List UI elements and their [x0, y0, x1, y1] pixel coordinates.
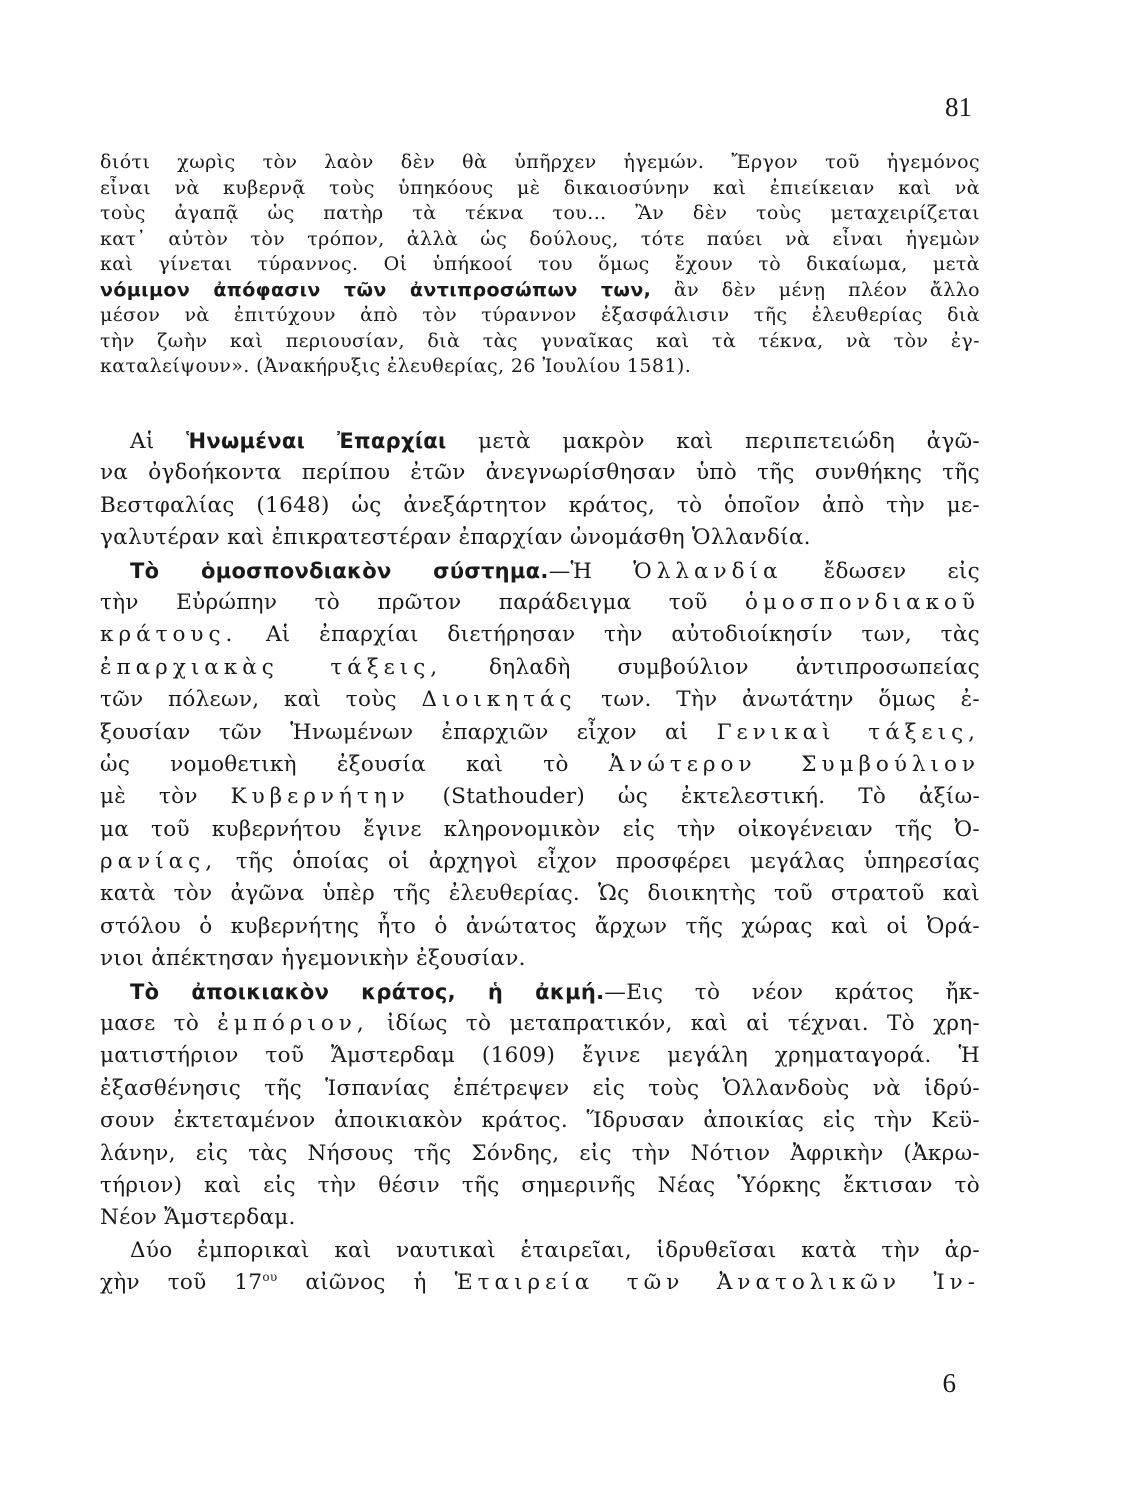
paragraph-line: σουν ἐκτεταμένον ἀποικιακὸν κράτος. Ἵδρυσαν ἀποικίας εἰς τὴν Κεϋ-	[100, 1108, 980, 1134]
quotation-block	[100, 150, 980, 380]
text: μετὰ μακρὸν καὶ περιπετειώδη ἀγῶ-	[446, 429, 980, 454]
quote-line: μέσον νὰ ἐπιτύχουν ἀπὸ τὸν τύραννον ἐξασφάλισιν τῆς ἐλευθερίας διὰ	[100, 304, 980, 326]
paragraph-line	[100, 1008, 980, 1040]
paragraph-line: στόλου ὁ κυβερνήτης ἦτο ὁ ἀνώτατος ἄρχων τῆς χώρας καὶ οἱ Ὀρά-	[100, 913, 980, 939]
paragraph-line	[100, 425, 980, 457]
bold-term: Ἡνωμέναι Ἐπαρχίαι	[186, 429, 447, 453]
paragraph-line: γαλυτέραν καὶ ἐπικρατεστέραν ἐπαρχίαν ὠνομάσθη Ὁλλανδία.	[100, 525, 811, 551]
paragraph-line: να ὀγδοήκοντα περίπου ἐτῶν ἀνεγνωρίσθησαν ὑπὸ τῆς συνθήκης τῆς	[100, 460, 980, 486]
paragraph-line: νιοι ἀπέκτησαν ἡγεμονικὴν ἐξουσίαν.	[100, 946, 526, 972]
text: μὲ τὸν	[100, 784, 231, 810]
text: Αἱ	[130, 429, 187, 454]
spaced-term: ἐπαρχιακὰς τάξεις,	[100, 654, 443, 680]
text: (Stathouder) ὡς ἐκτελεστική. Τὸ ἀξίω-	[409, 784, 980, 810]
spaced-term: κράτους.	[100, 622, 238, 648]
spaced-term: Ἀνώτερον Συμβούλιον	[608, 751, 980, 777]
section-heading: Τὸ ὁμοσπονδιακὸν σύστημα.	[130, 558, 549, 583]
paragraph-line: Νέον Ἄμστερδαμ.	[100, 1205, 296, 1231]
text: των. Τὴν ἀνωτάτην ὅμως ἐ-	[576, 687, 980, 713]
paragraph-line	[100, 652, 980, 684]
paragraph-line	[100, 717, 980, 749]
paragraph-line	[100, 1267, 980, 1299]
spaced-term: Γενικαὶ τάξεις,	[716, 719, 980, 745]
paragraph-line	[100, 781, 980, 813]
text: —Εις τὸ νέον κράτος ἤκ-	[604, 979, 980, 1005]
text: —Ἡ	[548, 558, 634, 584]
text: ὡς νομοθετικὴ ἐξουσία καὶ τὸ	[100, 751, 609, 777]
paragraph-line	[100, 555, 980, 587]
paragraph-line: ματιστήριον τοῦ Ἄμστερδαμ (1609) ἔγινε μεγάλη χρηματαγορά. Ἡ	[100, 1043, 980, 1069]
text: χὴν τοῦ 17	[100, 1270, 263, 1296]
quote-line: καὶ γίνεται τύραννος. Οἱ ὑπήκοοί του ὅμως ἔχουν τὸ δικαίωμα, μετὰ	[100, 253, 980, 275]
spaced-term: ἐμπόριον,	[217, 1011, 369, 1037]
quote-line: διότι χωρὶς τὸν λαὸν δὲν θὰ ὑπῆρχεν ἡγεμών. Ἔργον τοῦ ἡγεμόνος	[100, 151, 980, 173]
section-heading: Τὸ ἀποικιακὸν κράτος, ἡ ἀκμή.	[130, 979, 605, 1004]
paragraph-line: μα τοῦ κυβερνήτου ἔγινε κληρονομικὸν εἰς τὴν οἰκογένειαν τῆς Ὀ-	[100, 816, 980, 842]
text: τὴν Εὐρώπην τὸ πρῶτον παράδειγμα τοῦ	[100, 589, 745, 615]
spaced-term: ρανίας,	[100, 849, 218, 875]
quote-text: ἂν δὲν μένῃ πλέον ἄλλο	[651, 278, 980, 301]
text: μασε τὸ	[100, 1011, 218, 1037]
text: Αἱ ἐπαρχίαι διετήρησαν τὴν αὐτοδιοίκησίν των, τὰς	[237, 622, 980, 648]
quote-line: εἶναι νὰ κυβερνᾷ τοὺς ὑπηκόους μὲ δικαιοσύνην καὶ ἐπιείκειαν καὶ νὰ	[100, 176, 980, 199]
paragraph-line: λάνην, εἰς τὰς Νήσους τῆς Σόνδης, εἰς τὴν Νότιον Ἀφρικὴν (Ἀκρω-	[100, 1140, 980, 1166]
text: ξουσίαν τῶν Ἡνωμένων ἐπαρχιῶν εἶχον αἱ	[100, 719, 717, 745]
paragraph-line: Βεστφαλίας (1648) ὡς ἀνεξάρτητον κράτος, τὸ ὁποῖον ἀπὸ τὴν με-	[100, 492, 980, 518]
paragraph-line	[100, 976, 980, 1008]
spaced-term: Διοικητάς	[421, 687, 577, 713]
spaced-term: Ἑταιρεία τῶν Ἀνατολικῶν Ἰν-	[454, 1270, 980, 1296]
spaced-term: Κυβερνήτην	[230, 784, 410, 810]
quote-line: τὴν ζωὴν καὶ περιουσίαν, διὰ τὰς γυναῖκας καὶ τὰ τέκνα, νὰ τὸν ἐγ-	[100, 329, 980, 352]
main-text	[100, 425, 980, 1300]
paragraph-line: ἐξασθένησις τῆς Ἱσπανίας ἐπέτρεψεν εἰς τοὺς Ὁλλανδοὺς νὰ ἱδρύ-	[100, 1075, 980, 1101]
paragraph-line: τήριον) καὶ εἰς τὴν θέσιν τῆς σημερινῆς Νέας Ὑόρκης ἔκτισαν τὸ	[100, 1172, 980, 1198]
text: ἰδίως τὸ μεταπρατικόν, καὶ αἱ τέχναι. Τὸ χρη-	[368, 1011, 980, 1037]
text: τῶν πόλεων, καὶ τοὺς	[100, 687, 422, 713]
quote-line: τοὺς ἀγαπᾷ ὡς πατὴρ τὰ τέκνα του... Ἂν δὲν τοὺς μεταχειρίζεται	[100, 202, 980, 224]
superscript: ου	[262, 1270, 278, 1284]
quote-line: κατ᾽ αὐτὸν τὸν τρόπον, ἀλλὰ ὡς δούλους, τότε παύει νὰ εἶναι ἡγεμὼν	[100, 227, 980, 250]
paragraph-line	[100, 749, 980, 781]
paragraph-line	[100, 846, 980, 878]
text: δηλαδὴ συμβούλιον ἀντιπροσωπείας	[442, 654, 980, 680]
quote-line: καταλείψουν». (Ἀνακήρυξις ἐλευθερίας, 26 Ἰουλίου 1581).	[100, 355, 692, 377]
quote-line	[100, 278, 980, 304]
paragraph-line	[100, 619, 980, 651]
text: τῆς ὁποίας οἱ ἀρχηγοὶ εἶχον προσφέρει μεγάλας ὑπηρεσίας	[217, 849, 980, 875]
spaced-term: ὁμοσπονδιακοῦ	[744, 589, 980, 615]
text: ἔδωσεν εἰς	[782, 558, 980, 584]
quote-bold-phrase: νόμιμον ἀπόφασιν τῶν ἀντιπροσώπων των,	[100, 278, 652, 301]
signature-mark: 6	[942, 1368, 956, 1398]
text: αἰῶνος ἡ	[277, 1270, 455, 1296]
page-number: 81	[945, 92, 972, 122]
paragraph-line	[100, 587, 980, 619]
paragraph-line: κατὰ τὸν ἀγῶνα ὑπὲρ τῆς ἐλευθερίας. Ὡς διοικητὴς τοῦ στρατοῦ καὶ	[100, 881, 980, 907]
paragraph-line: Δύο ἐμπορικαὶ καὶ ναυτικαὶ ἑταιρεῖαι, ἱδρυθεῖσαι κατὰ τὴν ἀρ-	[130, 1237, 980, 1263]
spaced-term: Ὁλλανδία	[633, 558, 783, 584]
paragraph-line	[100, 684, 980, 716]
